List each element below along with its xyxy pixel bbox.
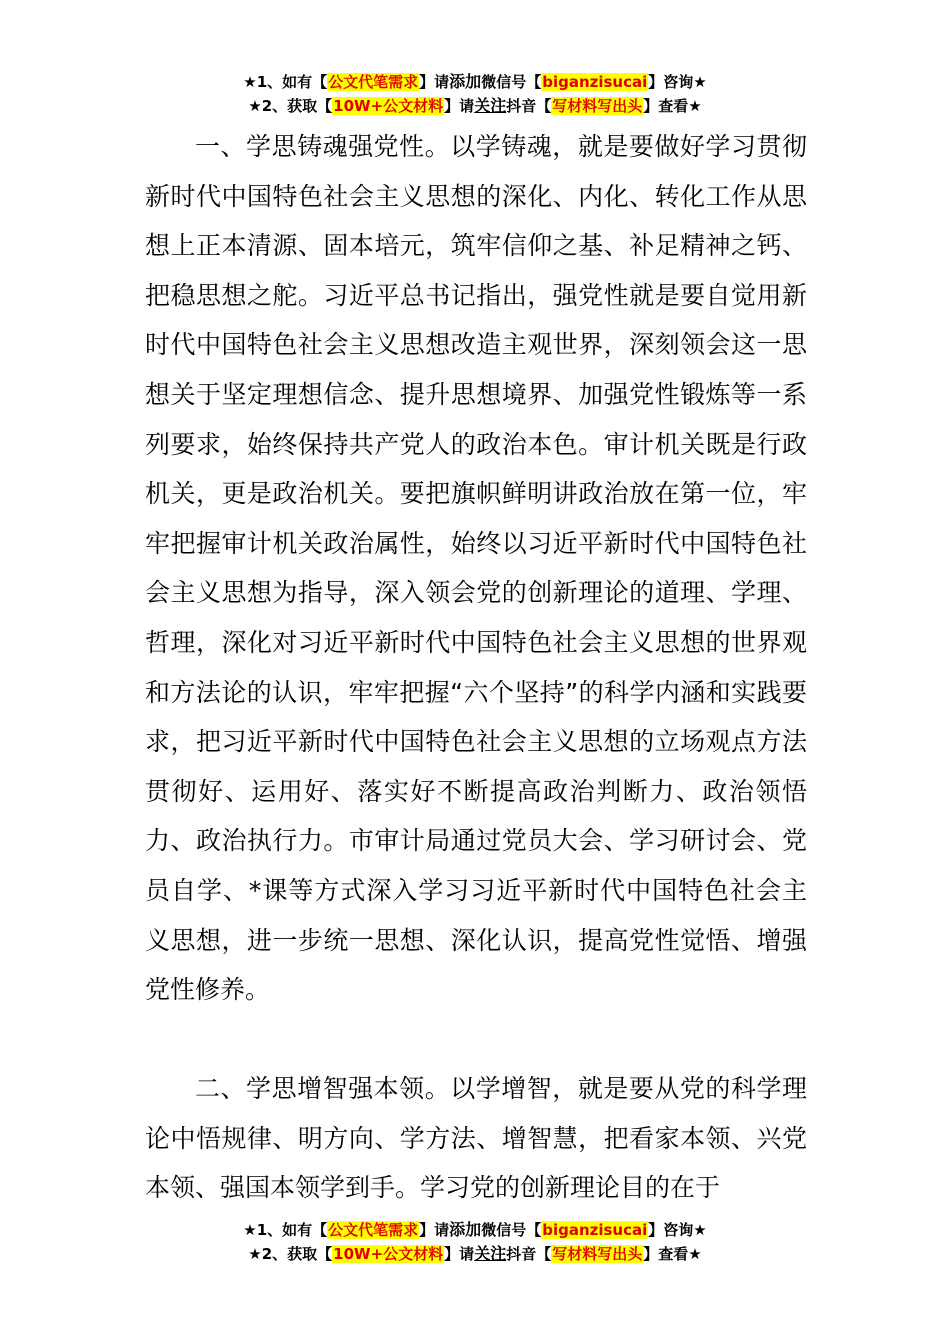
banner-text: 1、如有【 — [256, 1221, 328, 1239]
banner-text: 】咨询 — [648, 73, 694, 91]
star-icon: ★ — [248, 1245, 262, 1263]
banner-text: 抖音【 — [506, 97, 552, 115]
paragraph-1: 一、学思铸魂强党性。以学铸魂，就是要做好学习贯彻新时代中国特色社会主义思想的深化、内化、转化工作从思想上正本清源、固本培元，筑牢信仰之基、补足精神之钙、把稳思想之舵。习近平总书记指出，强党性就是要自觉用新时代中国特色社会主义思想改造主观世界，深刻领会这一思想关于坚定理想信念、提升思想境界、加强党性锻炼等一系列要求，始终保持共产党人的政治本色。审计机关既是行政机关，更是政治机关。要把旗帜鲜明讲政治放在第一位，牢牢把握审计机关政治属性，始终以习近平新时代中国特色社会主义思想为指导，深入领会党的创新理论的道理、学理、哲理，深化对习近平新时代中国特色社会主义思想的世界观和方法论的认识，牢牢把握“六个坚持”的科学内涵和实践要求，把习近平新时代中国特色社会主义思想的立场观点方法贯彻好、运用好、落实好不断提高政治判断力、政治领悟力、政治执行力。市审计局通过党员大会、学习研讨会、党员自学、*课等方式深入学习习近平新时代中国特色社会主义思想，进一步统一思想、深化认识，提高党性觉悟、增强党性修养。 — [145, 132, 807, 1005]
banner-text: 1、如有【 — [256, 73, 328, 91]
banner-text: 】查看 — [643, 1245, 689, 1263]
paragraph-gap — [145, 1015, 807, 1065]
document-body — [145, 122, 807, 1213]
star-icon: ★ — [688, 97, 702, 115]
star-icon: ★ — [688, 1245, 702, 1263]
banner-text: 关注 — [474, 96, 507, 115]
footer-banner — [0, 1218, 950, 1266]
banner-text: 抖音【 — [506, 1245, 552, 1263]
banner-line-1 — [0, 70, 950, 94]
banner-line-2 — [0, 94, 950, 118]
banner-highlight: biganzisucai — [542, 73, 648, 91]
banner-line-1 — [0, 1218, 950, 1242]
star-icon: ★ — [243, 1221, 257, 1239]
paragraph-2: 二、学思增智强本领。以学增智，就是要从党的科学理论中悟规律、明方向、学方法、增智慧，把看家本领、兴党本领、强国本领学到手。学习党的创新理论目的在于 — [145, 1074, 807, 1203]
banner-highlight: 公文代笔需求 — [328, 1221, 419, 1239]
banner-text: 】请 — [444, 97, 475, 115]
banner-text: 】请 — [444, 1245, 475, 1263]
banner-text: 关注 — [474, 1244, 507, 1263]
banner-highlight: 写材料写出头 — [552, 97, 643, 115]
banner-text: 】咨询 — [648, 1221, 694, 1239]
banner-text: 添加 — [449, 1220, 482, 1239]
banner-text: 微信号【 — [481, 1221, 542, 1239]
banner-line-2 — [0, 1242, 950, 1266]
banner-text: 微信号【 — [481, 73, 542, 91]
star-icon: ★ — [243, 73, 257, 91]
star-icon: ★ — [248, 97, 262, 115]
banner-highlight: biganzisucai — [542, 1221, 648, 1239]
banner-highlight: 10W+公文材料 — [333, 1245, 444, 1263]
banner-text: 】请 — [419, 73, 450, 91]
banner-highlight: 10W+公文材料 — [333, 97, 444, 115]
banner-text: 2、获取【 — [261, 1245, 333, 1263]
banner-text: 2、获取【 — [261, 97, 333, 115]
header-banner — [0, 70, 950, 118]
banner-highlight: 公文代笔需求 — [328, 73, 419, 91]
banner-text: 】查看 — [643, 97, 689, 115]
banner-text: 添加 — [449, 72, 482, 91]
banner-text: 】请 — [419, 1221, 450, 1239]
star-icon: ★ — [693, 73, 707, 91]
star-icon: ★ — [693, 1221, 707, 1239]
banner-highlight: 写材料写出头 — [552, 1245, 643, 1263]
